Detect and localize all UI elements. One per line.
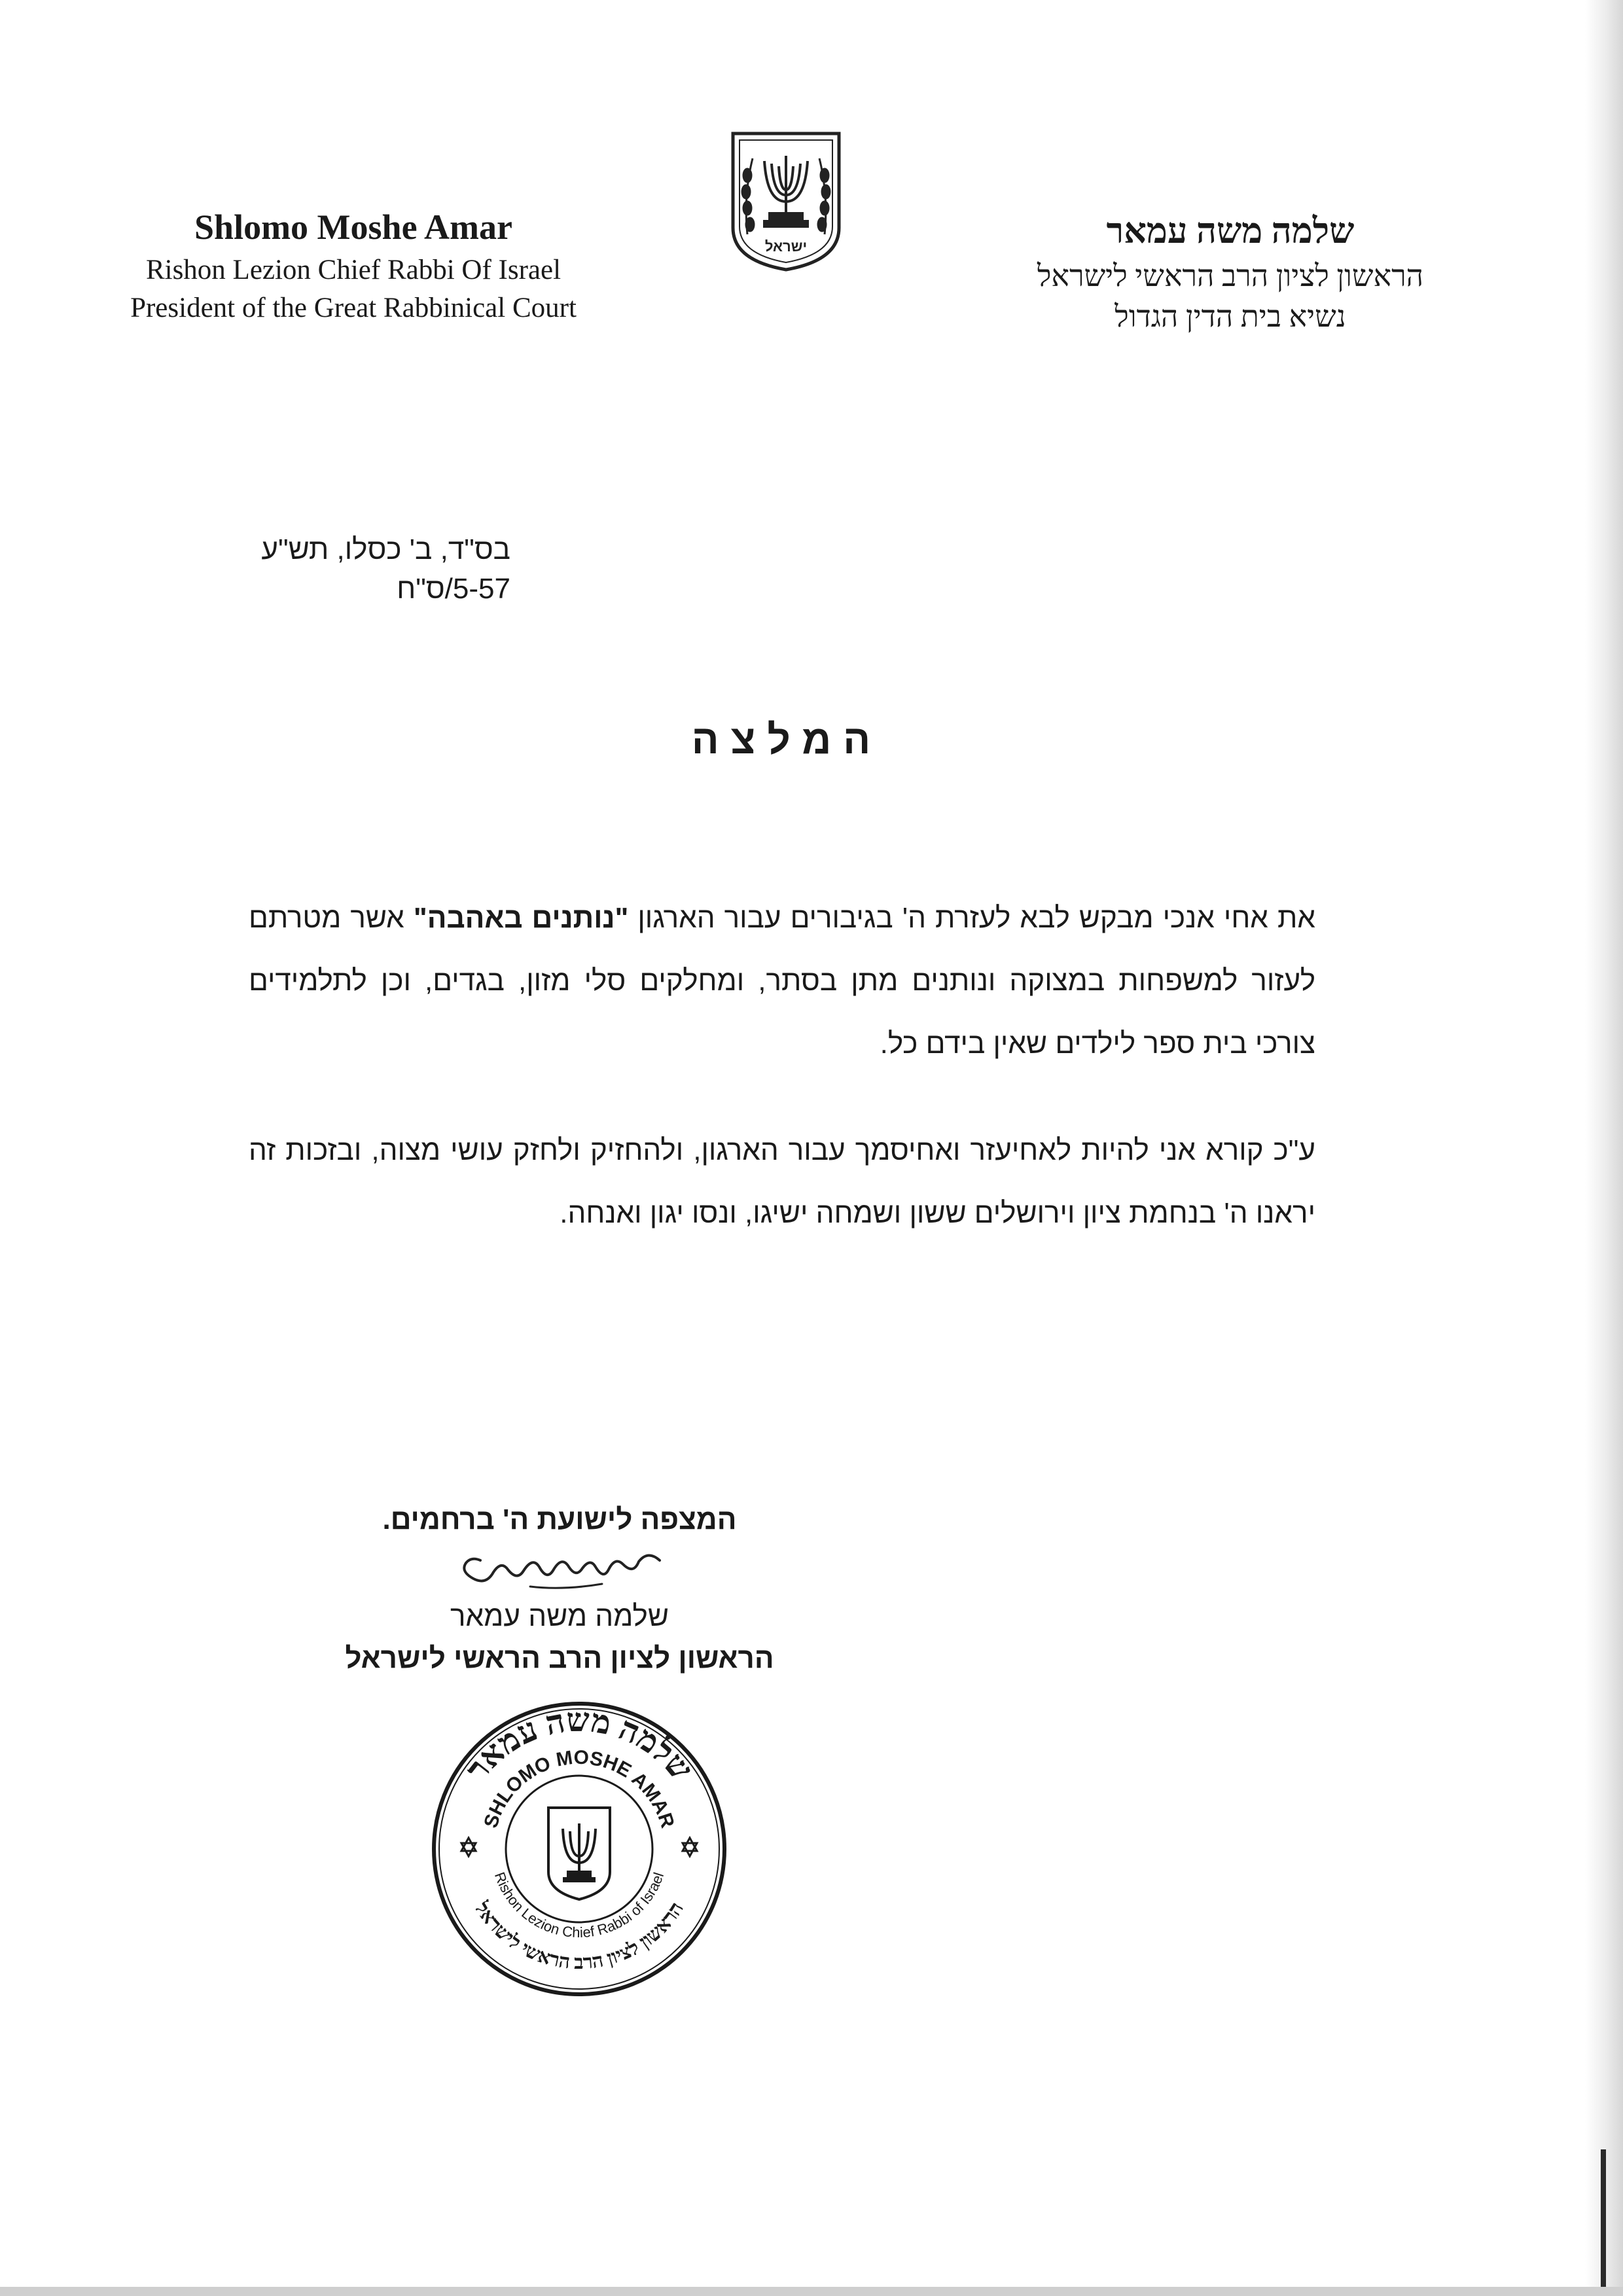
closing-line: המצפה לישועת ה' ברחמים. (382, 1503, 737, 1535)
scan-edge-bottom (0, 2287, 1623, 2296)
handwritten-signature (452, 1541, 668, 1596)
stamp-hebrew-name: שלמה משה עמאר (458, 1701, 700, 1787)
body-paragraph-1 (249, 887, 1315, 1075)
stamp-emblem-icon (548, 1808, 610, 1899)
paragraph-1-before: את אחי אנכי מבקש לבא לעזרת ה' בגיבורים עבור הארגון (628, 902, 1315, 934)
scan-edge-mark (1601, 2149, 1606, 2287)
emblem-caption: ישראל (764, 238, 808, 255)
stamp-english-title: Rishon Lezion Chief Rabbi of Israel (491, 1870, 668, 1941)
state-emblem-icon (728, 130, 844, 272)
english-title-2: President of the Great Rabbinical Court (130, 293, 577, 323)
body-paragraph-2: ע"כ קורא אני להיות לאחיעזר ואחיסמך עבור הארגון, ולהחזיק ולחזק עושי מצוה, ובזכות זה יראנו ה' בנחמת ציון וירושלים ששון ושמחה ישיגו, ונסו יגון ואנחה. (249, 1134, 1315, 1229)
signer-title: הראשון לציון הרב הראשי לישראל (345, 1642, 774, 1674)
signer-name: שלמה משה עמאר (450, 1600, 669, 1632)
hebrew-title-2: נשיא בית הדין הגדול (1115, 300, 1346, 333)
hebrew-name: שלמה משה עמאר (1106, 211, 1355, 251)
closing-block (308, 1499, 812, 1679)
organization-name: "נותנים באהבה" (413, 902, 629, 934)
stamp-english-name: SHLOMO MOSHE AMAR (480, 1746, 679, 1831)
official-stamp (425, 1695, 733, 2003)
english-title-1: Rishon Lezion Chief Rabbi Of Israel (145, 255, 562, 285)
svg-text:שלמה משה עמאר (458, 1702, 700, 1787)
paragraph-1-after: אשר מטרתם לעזור למשפחות במצוקה ונותנים מתן בסתר, ומחלקים סלי מזון, בגדים, וכן לתלמידים צורכי בית ספר לילדים שאין בידם כל. (249, 902, 1315, 1060)
hebrew-title-1: הראשון לציון הרב הראשי לישראל (1037, 259, 1424, 293)
date-line: בס"ד, ב' כסלו, תש"ע (261, 533, 510, 565)
letterhead-hebrew (982, 206, 1479, 337)
english-name: Shlomo Moshe Amar (194, 207, 512, 247)
scan-edge-shadow (1585, 0, 1623, 2296)
letter-title: המלצה (691, 717, 883, 762)
date-reference-block (261, 530, 510, 609)
stamp-hebrew-title: הראשון לציון הרב הראשי לישראל (470, 1898, 688, 1974)
reference-number: 5-57/ס"ח (397, 573, 510, 605)
letterhead-english (85, 203, 622, 327)
